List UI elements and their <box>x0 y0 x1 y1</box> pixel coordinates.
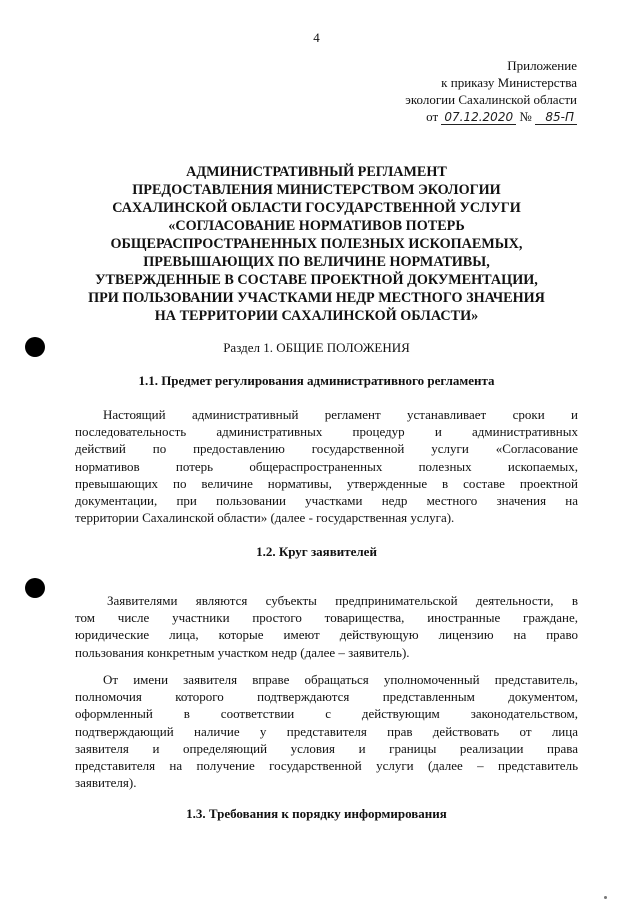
document-title <box>40 163 593 325</box>
handwritten-order-number: 85-П <box>535 110 577 125</box>
paragraph-line: оформленный в соответствии с действующим законодательством, <box>75 706 578 722</box>
paragraph-line: пользования конкретным участком недр (далее – заявитель). <box>75 644 410 660</box>
paragraph-line: заявителя). <box>75 775 137 791</box>
subsection-heading-1-2: 1.2. Круг заявителей <box>256 544 377 559</box>
punch-hole-mark <box>25 578 45 598</box>
title-line: НА ТЕРРИТОРИИ САХАЛИНСКОЙ ОБЛАСТИ» <box>154 308 479 324</box>
appendix-line-2: к приказу Министерства <box>441 75 577 90</box>
handwritten-date: 07.12.2020 <box>441 110 516 125</box>
paragraph-1-2-b <box>75 671 578 791</box>
paragraph-1-2-a <box>75 592 578 661</box>
paragraph-line: Заявителями являются субъекты предпринимательской деятельности, в <box>107 593 578 608</box>
appendix-line-3: экологии Сахалинской области <box>405 92 577 107</box>
title-line: САХАЛИНСКОЙ ОБЛАСТИ ГОСУДАРСТВЕННОЙ УСЛУГИ <box>112 200 521 216</box>
paragraph-line: заявителя и определяющий условия и границы реализации права <box>75 740 578 756</box>
paragraph-line: подтверждающий наличие у представителя прав действовать от лица <box>75 723 578 739</box>
page-number: 4 <box>313 30 320 45</box>
paragraph-line: представителя на получение государственной услуги (далее – представитель <box>75 758 578 774</box>
paragraph-line: последовательность административных процедур и административных <box>75 424 578 440</box>
title-line: АДМИНИСТРАТИВНЫЙ РЕГЛАМЕНТ <box>186 164 447 180</box>
title-line: ПРЕВЫШАЮЩИХ ПО ВЕЛИЧИНЕ НОРМАТИВЫ, <box>143 254 490 270</box>
title-line: ПРИ ПОЛЬЗОВАНИИ УЧАСТКАМИ НЕДР МЕСТНОГО ЗНАЧЕНИЯ <box>88 290 545 306</box>
section-heading: Раздел 1. ОБЩИЕ ПОЛОЖЕНИЯ <box>223 340 410 355</box>
date-prefix: от <box>426 109 439 124</box>
paragraph-line: От имени заявителя вправе обращаться уполномоченный представитель, <box>103 672 578 687</box>
title-line: УТВЕРЖДЕННЫЕ В СОСТАВЕ ПРОЕКТНОЙ ДОКУМЕНТАЦИИ, <box>95 272 538 288</box>
paragraph-line: превышающих по величине нормативы, утвержденные в составе проектной <box>75 475 578 491</box>
appendix-block <box>405 57 577 125</box>
number-prefix: № <box>519 109 532 124</box>
paragraph-line: полномочия которого подтверждаются представленным документом, <box>75 689 578 705</box>
appendix-date-line <box>405 108 577 125</box>
appendix-line-1: Приложение <box>507 58 577 73</box>
paragraph-line: действий по предоставлению государственной услуги «Согласование <box>75 441 578 457</box>
scan-speck <box>604 896 607 899</box>
paragraph-1-1 <box>75 406 578 526</box>
paragraph-line: территории Сахалинской области» (далее - государственная услуга). <box>75 510 455 526</box>
title-line: «СОГЛАСОВАНИЕ НОРМАТИВОВ ПОТЕРЬ <box>168 218 465 234</box>
title-line: ПРЕДОСТАВЛЕНИЯ МИНИСТЕРСТВОМ ЭКОЛОГИИ <box>132 182 501 198</box>
paragraph-line: нормативов потерь общераспространенных полезных ископаемых, <box>75 458 578 474</box>
paragraph-line: юридические лица, которые имеют действующую лицензию на право <box>75 627 578 643</box>
paragraph-line: Настоящий административный регламент устанавливает сроки и <box>103 407 578 422</box>
subsection-heading-1-3: 1.3. Требования к порядку информирования <box>186 806 447 821</box>
paragraph-line: документации, при пользовании участками недр местного значения на <box>75 493 578 509</box>
paragraph-line: том числе участники простого товарищества, иностранные граждане, <box>75 610 578 626</box>
subsection-heading-1-1: 1.1. Предмет регулирования административного регламента <box>138 373 495 388</box>
title-line: ОБЩЕРАСПРОСТРАНЕННЫХ ПОЛЕЗНЫХ ИСКОПАЕМЫХ, <box>110 236 523 252</box>
